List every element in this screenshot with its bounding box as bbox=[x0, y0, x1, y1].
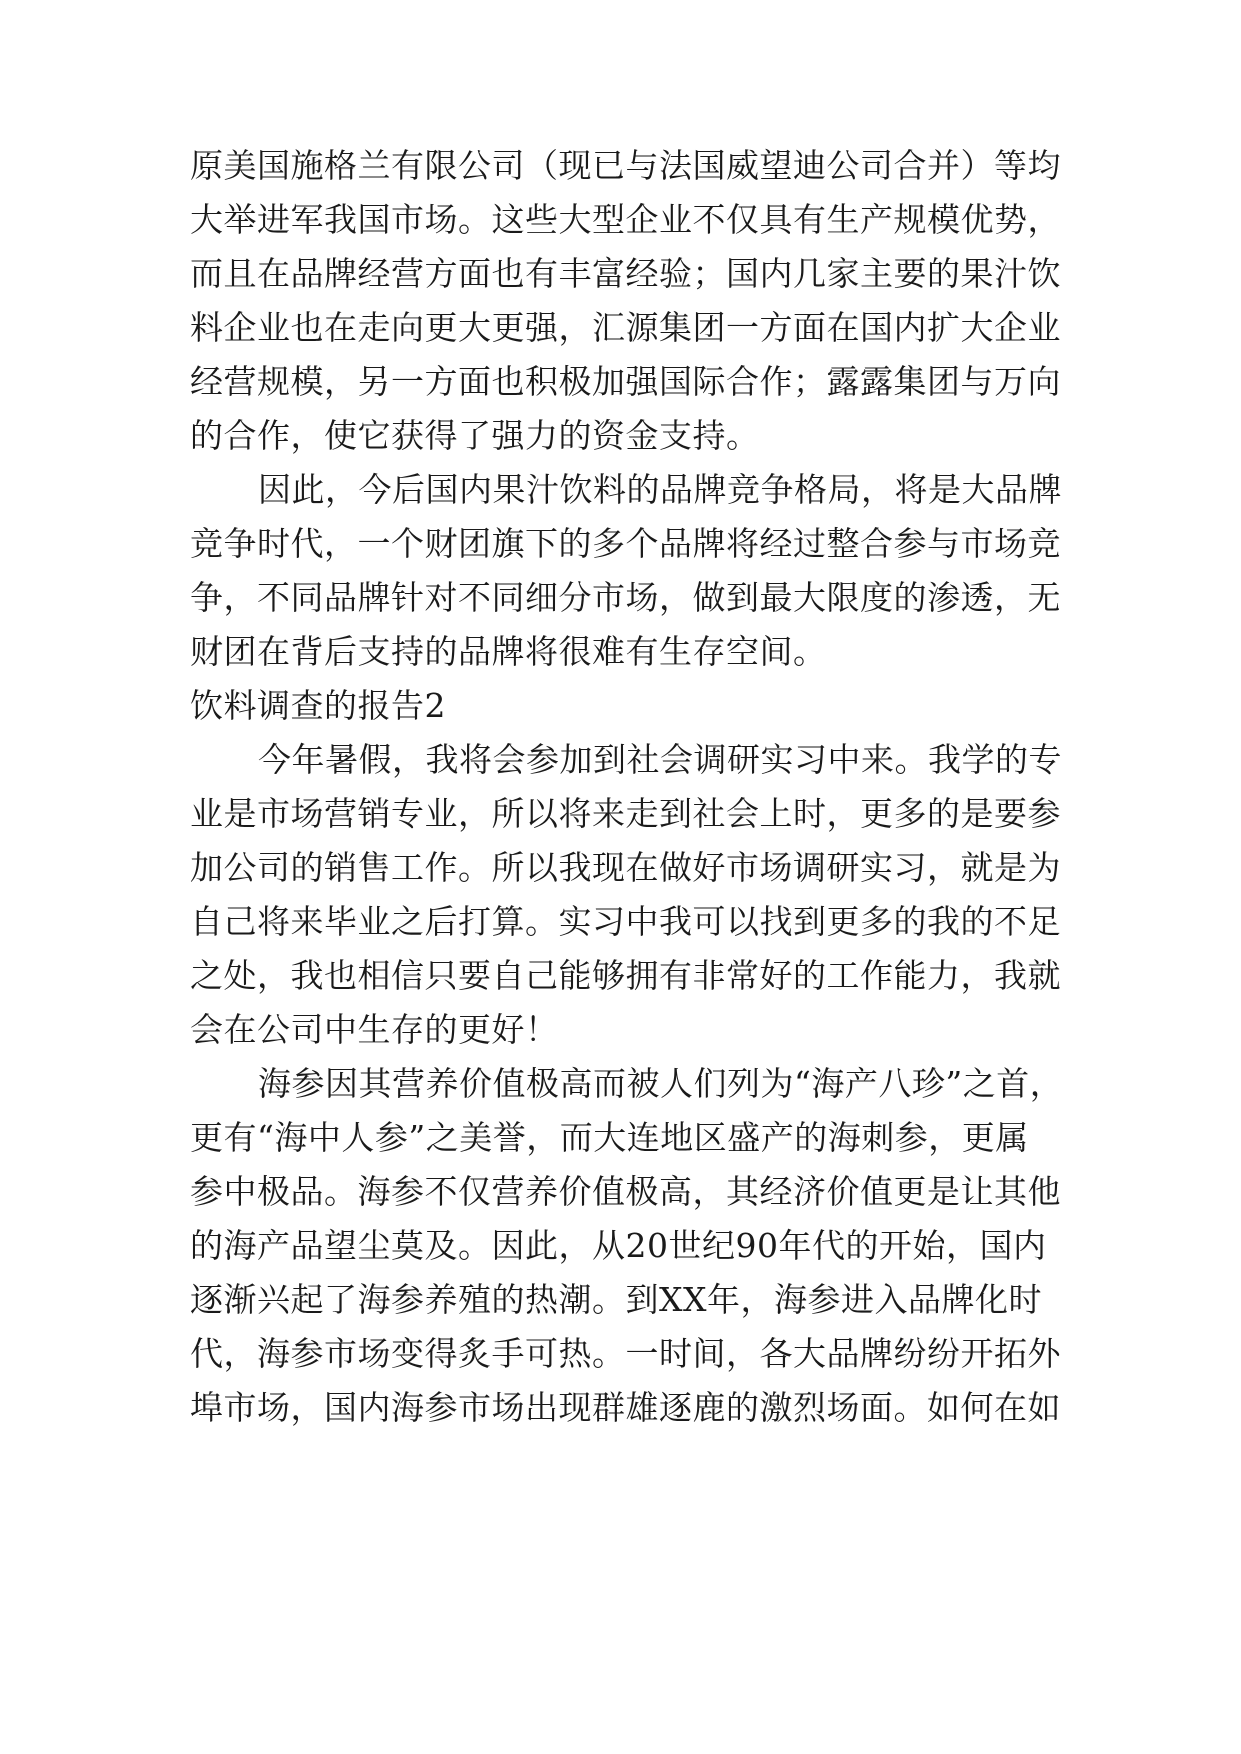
paragraph-3-line-3: 加公司的销售工作。所以我现在做好市场调研实习，就是为 bbox=[190, 848, 1061, 887]
paragraph-1-line-1: 原美国施格兰有限公司（现已与法国威望迪公司合并）等均 bbox=[190, 146, 1061, 185]
paragraph-4-line-4: 的海产品望尘莫及。因此，从20世纪90年代的开始，国内 bbox=[190, 1226, 1047, 1265]
paragraph-1-line-6: 的合作，使它获得了强力的资金支持。 bbox=[190, 416, 760, 455]
paragraph-4-line-3: 参中极品。海参不仅营养价值极高，其经济价值更是让其他 bbox=[190, 1172, 1061, 1211]
paragraph-3-line-6: 会在公司中生存的更好！ bbox=[190, 1010, 559, 1049]
paragraph-4-line-1: 海参因其营养价值极高而被人们列为“海产八珍”之首， bbox=[258, 1064, 1064, 1103]
paragraph-4-line-7: 埠市场，国内海参市场出现群雄逐鹿的激烈场面。如何在如 bbox=[190, 1388, 1061, 1427]
paragraph-2-line-2: 竞争时代，一个财团旗下的多个品牌将经过整合参与市场竞 bbox=[190, 524, 1061, 563]
paragraph-3-line-1: 今年暑假，我将会参加到社会调研实习中来。我学的专 bbox=[258, 740, 1062, 779]
paragraph-4-line-5: 逐渐兴起了海参养殖的热潮。到XX年，海参进入品牌化时 bbox=[190, 1280, 1042, 1319]
paragraph-1-line-2: 大举进军我国市场。这些大型企业不仅具有生产规模优势， bbox=[190, 200, 1061, 239]
paragraph-1-line-4: 料企业也在走向更大更强，汇源集团一方面在国内扩大企业 bbox=[190, 308, 1061, 347]
paragraph-3-line-4: 自己将来毕业之后打算。实习中我可以找到更多的我的不足 bbox=[190, 902, 1061, 941]
paragraph-4-line-2: 更有“海中人参”之美誉，而大连地区盛产的海刺参，更属 bbox=[190, 1118, 1029, 1157]
paragraph-2-line-1: 因此，今后国内果汁饮料的品牌竞争格局，将是大品牌 bbox=[258, 470, 1062, 509]
paragraph-3-line-5: 之处，我也相信只要自己能够拥有非常好的工作能力，我就 bbox=[190, 956, 1061, 995]
paragraph-3-line-2: 业是市场营销专业，所以将来走到社会上时，更多的是要参 bbox=[190, 794, 1061, 833]
paragraph-1-line-5: 经营规模，另一方面也积极加强国际合作；露露集团与万向 bbox=[190, 362, 1061, 401]
paragraph-2-line-4: 财团在背后支持的品牌将很难有生存空间。 bbox=[190, 632, 827, 671]
paragraph-2-line-3: 争，不同品牌针对不同细分市场，做到最大限度的渗透，无 bbox=[190, 578, 1061, 617]
section-heading: 饮料调查的报告2 bbox=[190, 686, 446, 725]
paragraph-1-line-3: 而且在品牌经营方面也有丰富经验；国内几家主要的果汁饮 bbox=[190, 254, 1061, 293]
paragraph-4-line-6: 代，海参市场变得炙手可热。一时间，各大品牌纷纷开拓外 bbox=[190, 1334, 1061, 1373]
